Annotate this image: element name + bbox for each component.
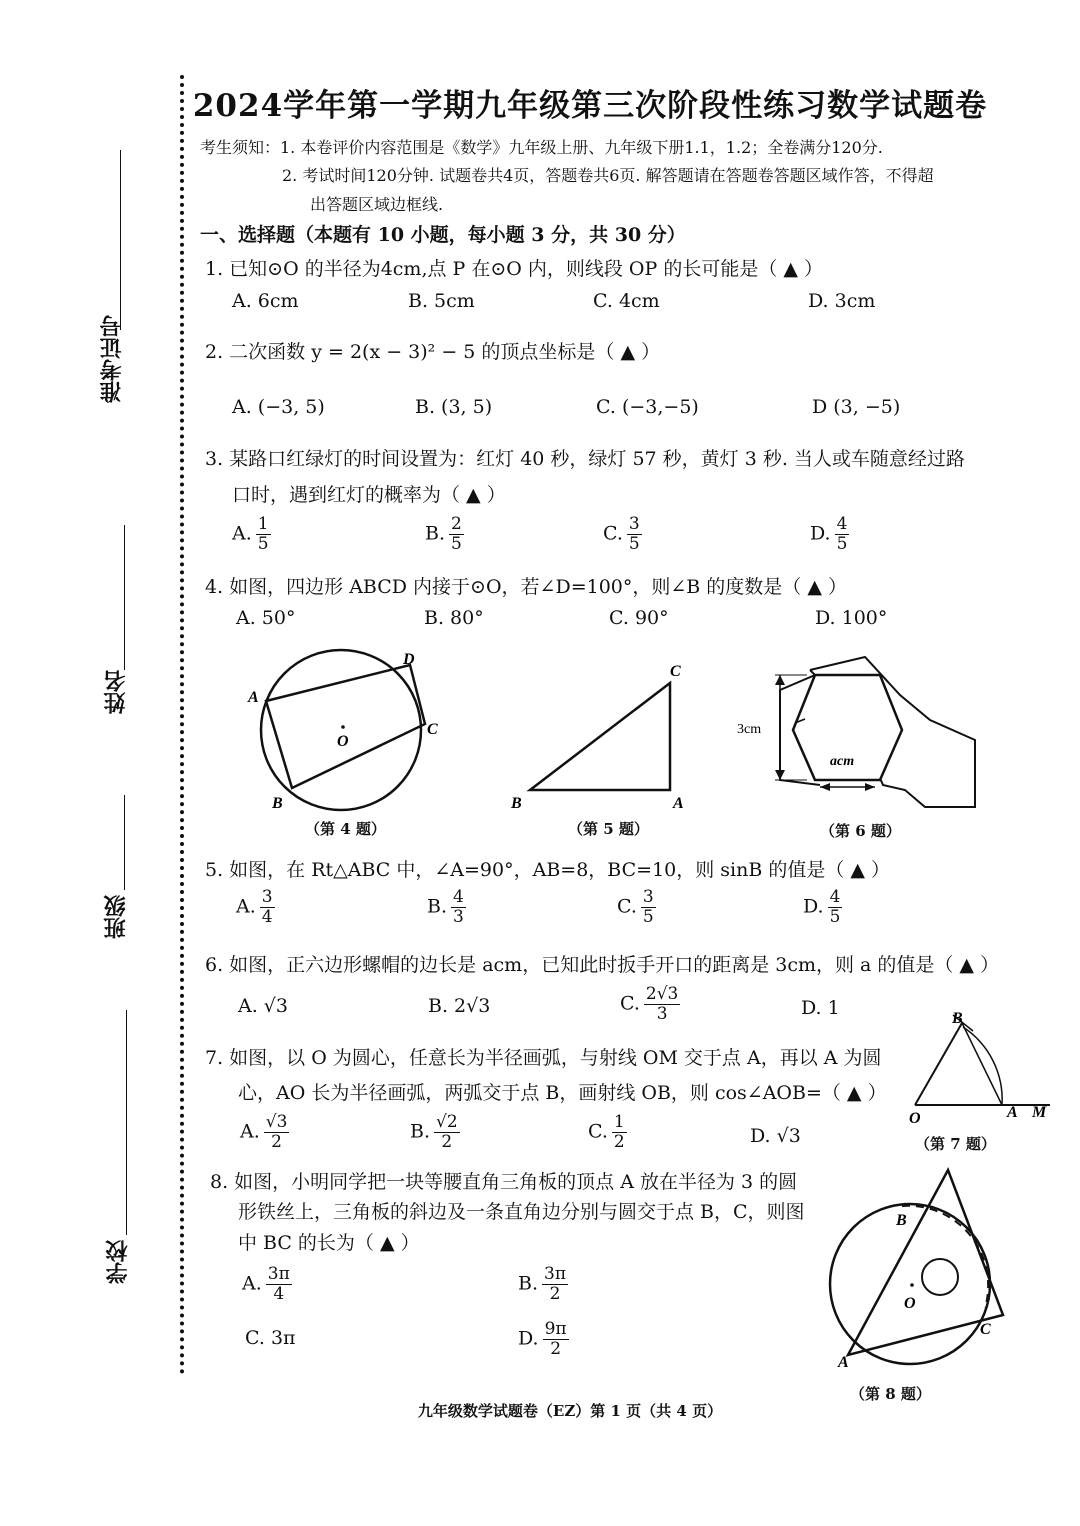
fig7-label-a: A [1007, 1104, 1018, 1121]
fig8-label-a: A [838, 1354, 849, 1371]
q5-option-c: C. $\frac{3}{5}$ [617, 887, 654, 927]
q7-option-a: A. $\frac{√3}{2}$ [240, 1112, 288, 1152]
notice-line-2: 2. 考试时间120分钟. 试题卷共4页，答题卷共6页. 解答题请在答题卷答题区域作答，不得超 [282, 166, 934, 185]
q2-option-c: C. (−3,−5) [596, 396, 699, 418]
exam-no-label: 准考证号 [99, 315, 125, 403]
q8-option-a: A. $\frac{3\pi}{4}$ [242, 1264, 290, 1304]
q7-option-b: B. $\frac{√2}{2}$ [410, 1112, 458, 1152]
school-label: 学校 [105, 1240, 131, 1284]
fig7-label-m: M [1032, 1104, 1047, 1121]
q1-option-d: D. 3cm [808, 290, 876, 312]
fig6-label-a: acm [830, 754, 855, 769]
q2-stem: 2. 二次函数 y = 2(x − 3)² − 5 的顶点坐标是（ ▲ ） [205, 341, 661, 363]
figure-6 [735, 645, 985, 825]
fig5-label-a: A [673, 795, 684, 812]
notice-line-1: 考生须知：1. 本卷评价内容范围是《数学》九年级上册、九年级下册1.1，1.2；全卷满分120分. [200, 138, 883, 157]
class-label: 班级 [103, 895, 129, 939]
figure-5-caption: （第 5 题） [568, 820, 649, 838]
q4-option-c: C. 90° [609, 607, 669, 629]
fig4-label-o: O [337, 733, 349, 750]
q3-option-d: D. $\frac{4}{5}$ [810, 514, 848, 554]
figure-7 [895, 1005, 1055, 1130]
q6-option-a: A. √3 [238, 995, 288, 1017]
q8-stem-2: 形铁丝上，三角板的斜边及一条直角边分别与圆交于点 B，C，则图 [238, 1201, 805, 1223]
name-label: 姓名 [103, 670, 129, 714]
figure-6-caption: （第 6 题） [820, 822, 901, 840]
q6-option-c: C. $\frac{2√3}{3}$ [620, 984, 679, 1024]
fig5-label-c: C [670, 663, 681, 680]
q4-stem: 4. 如图，四边形 ABCD 内接于⊙O，若∠D=100°，则∠B 的度数是（ ▲ ） [205, 576, 848, 598]
q3-option-c: C. $\frac{3}{5}$ [603, 514, 640, 554]
q1-option-a: A. 6cm [232, 290, 299, 312]
q8-stem-3: 中 BC 的长为（ ▲ ） [238, 1232, 420, 1254]
q5-stem: 5. 如图，在 Rt△ABC 中，∠A=90°，AB=8，BC=10，则 sinB 的值是（ ▲ ） [205, 859, 891, 881]
q1-option-b: B. 5cm [408, 290, 475, 312]
section-heading: 一、选择题（本题有 10 小题，每小题 3 分，共 30 分） [200, 224, 686, 246]
q1-option-c: C. 4cm [593, 290, 660, 312]
q3-stem-2: 口时，遇到红灯的概率为（ ▲ ） [232, 484, 506, 506]
page-footer: 九年级数学试题卷（EZ）第 1 页（共 4 页） [417, 1402, 723, 1420]
fig4-label-a: A [248, 689, 259, 706]
page-title: 2024学年第一学期九年级第三次阶段性练习数学试题卷 [192, 88, 988, 124]
fig8-label-o: O [904, 1295, 916, 1312]
fig8-label-c: C [980, 1321, 991, 1338]
q2-option-b: B. (3, 5) [415, 396, 493, 418]
fig5-label-b: B [511, 795, 522, 812]
q3-option-b: B. $\frac{2}{5}$ [425, 514, 462, 554]
name-underline [124, 525, 125, 670]
q5-option-b: B. $\frac{4}{3}$ [427, 887, 464, 927]
q6-option-b: B. 2√3 [428, 995, 491, 1017]
q2-option-a: A. (−3, 5) [232, 396, 325, 418]
q2-option-d: D (3, −5) [812, 396, 901, 418]
figure-5 [505, 658, 705, 813]
q8-option-c: C. 3π [245, 1327, 296, 1349]
figure-4-caption: （第 4 题） [305, 820, 386, 838]
q6-stem: 6. 如图，正六边形螺帽的边长是 acm，已知此时扳手开口的距离是 3cm，则 a 的值是（ ▲ ） [205, 954, 1000, 976]
q7-option-c: C. $\frac{1}{2}$ [588, 1112, 625, 1152]
fig4-label-d: D [403, 651, 415, 668]
q8-option-b: B. $\frac{3\pi}{2}$ [518, 1264, 567, 1304]
q7-stem-2: 心，AO 长为半径画弧，两弧交于点 B，画射线 OB，则 cos∠AOB=（ ▲ ） [238, 1082, 887, 1104]
fig4-label-b: B [272, 795, 283, 812]
school-underline [126, 1010, 127, 1235]
figure-4 [240, 640, 460, 825]
q8-stem-1: 8. 如图，小明同学把一块等腰直角三角板的顶点 A 放在半径为 3 的圆 [210, 1171, 798, 1193]
fig7-label-b: B [952, 1010, 963, 1027]
exam-no-underline [120, 150, 121, 330]
figure-8 [820, 1160, 1020, 1375]
fig4-label-c: C [427, 721, 438, 738]
q5-option-d: D. $\frac{4}{5}$ [803, 887, 841, 927]
q4-option-a: A. 50° [236, 607, 296, 629]
q3-option-a: A. $\frac{1}{5}$ [232, 514, 269, 554]
q7-stem-1: 7. 如图，以 O 为圆心，任意长为半径画弧，与射线 OM 交于点 A，再以 A 为圆 [205, 1047, 882, 1069]
figure-7-caption: （第 7 题） [915, 1135, 996, 1153]
q5-option-a: A. $\frac{3}{4}$ [236, 887, 273, 927]
notice-line-3: 出答题区域边框线. [310, 195, 444, 214]
q1-stem: 1. 已知⊙O 的半径为4cm,点 P 在⊙O 内，则线段 OP 的长可能是（ ▲ ） [205, 258, 824, 280]
q6-option-d: D. 1 [801, 997, 840, 1019]
fig6-label-height: 3cm [737, 722, 762, 737]
q4-option-b: B. 80° [424, 607, 484, 629]
fig7-label-o: O [909, 1110, 921, 1127]
class-underline [124, 795, 125, 890]
q4-option-d: D. 100° [815, 607, 888, 629]
figure-8-caption: （第 8 题） [850, 1385, 931, 1403]
q8-option-d: D. $\frac{9\pi}{2}$ [518, 1319, 567, 1359]
q7-option-d: D. √3 [750, 1125, 801, 1147]
binding-dotted-line [180, 75, 184, 1375]
fig8-label-b: B [896, 1212, 907, 1229]
q3-stem-1: 3. 某路口红绿灯的时间设置为：红灯 40 秒，绿灯 57 秒，黄灯 3 秒. 当人或车随意经过路 [205, 448, 965, 470]
